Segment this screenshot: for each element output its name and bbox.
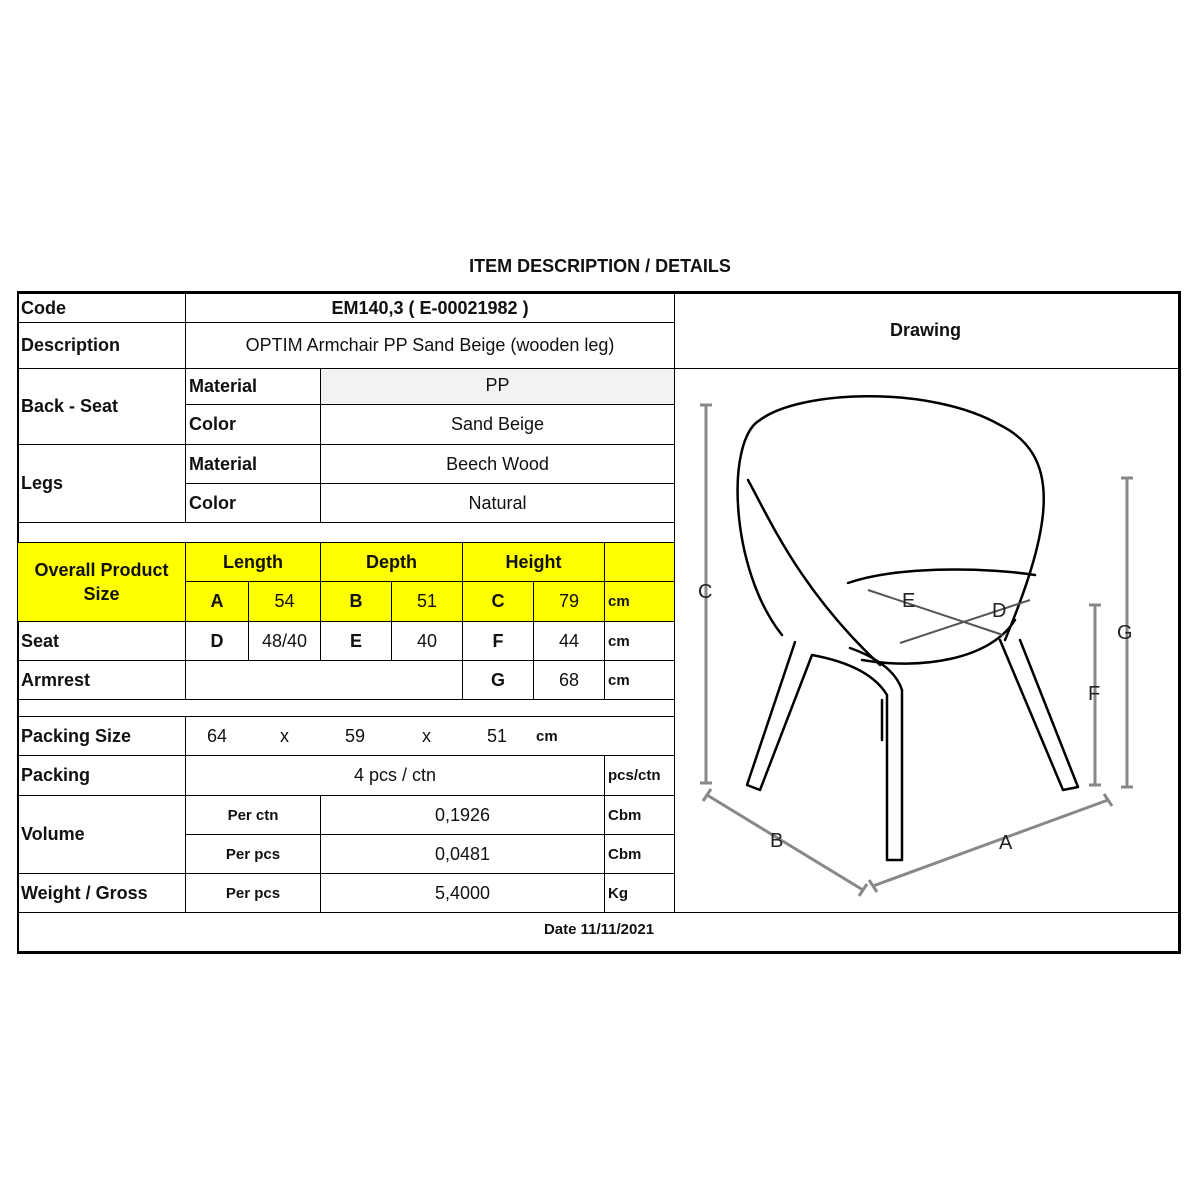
date-label: Date 11/11/2021 — [543, 921, 655, 938]
drawing-label-c: C — [698, 581, 713, 603]
packing-size-height: 51 — [487, 726, 508, 746]
chair-leg-front-left — [747, 642, 902, 860]
dim-c-value: 79 — [533, 581, 605, 622]
overall-unit: cm — [604, 581, 675, 622]
packing-label: Packing — [17, 755, 186, 796]
packing-value: 4 pcs / ctn — [185, 755, 605, 796]
dim-d-letter: D — [185, 621, 249, 661]
volume-per-ctn-label: Per ctn — [185, 795, 321, 835]
packing-unit: pcs/ctn — [604, 755, 675, 796]
chair-seat-edge — [848, 570, 1035, 583]
dim-f-value: 44 — [533, 621, 605, 661]
dim-b-letter: B — [320, 581, 392, 622]
chair-shell-inner-line — [748, 480, 880, 665]
dim-g-letter: G — [462, 660, 534, 700]
dimension-a-line — [869, 794, 1112, 892]
legs-color-value: Natural — [320, 483, 675, 523]
packing-size-width: 59 — [345, 726, 366, 746]
dim-e-letter: E — [320, 621, 392, 661]
length-header: Length — [185, 542, 321, 582]
armrest-label: Armrest — [17, 660, 186, 700]
seat-unit: cm — [604, 621, 675, 661]
seat-label: Seat — [17, 621, 186, 661]
weight-per-pcs-label: Per pcs — [185, 873, 321, 913]
dim-a-letter: A — [185, 581, 249, 622]
weight-value: 5,4000 — [320, 873, 605, 913]
back-seat-label: Back - Seat — [17, 368, 186, 445]
dim-c-letter: C — [462, 581, 534, 622]
overall-size-label: Overall Product Size — [17, 542, 186, 622]
legs-material-label: Material — [185, 444, 321, 484]
drawing-label-g: G — [1117, 622, 1133, 644]
packing-size-label: Packing Size — [17, 716, 186, 756]
code-value: EM140,3 ( E-00021982 ) — [185, 293, 675, 323]
dim-e-value: 40 — [391, 621, 463, 661]
dim-b-value: 51 — [391, 581, 463, 622]
drawing-title: Drawing — [889, 320, 961, 340]
volume-per-ctn-value: 0,1926 — [320, 795, 605, 835]
packing-size-x2: x — [422, 726, 431, 746]
description-label: Description — [17, 322, 186, 369]
legs-material-value: Beech Wood — [320, 444, 675, 484]
document-title: ITEM DESCRIPTION / DETAILS — [469, 256, 731, 276]
code-label: Code — [17, 293, 186, 323]
legs-color-label: Color — [185, 483, 321, 523]
seat-dimension-e-line — [868, 590, 1003, 635]
dim-a-value: 54 — [248, 581, 321, 622]
volume-label: Volume — [17, 795, 186, 874]
dim-f-letter: F — [462, 621, 534, 661]
description-value: OPTIM Armchair PP Sand Beige (wooden leg) — [185, 322, 675, 369]
back-seat-material-value: PP — [320, 368, 675, 405]
volume-per-pcs-value: 0,0481 — [320, 834, 605, 874]
packing-size-x1: x — [280, 726, 289, 746]
weight-label: Weight / Gross — [17, 873, 186, 913]
drawing-label-f: F — [1088, 683, 1101, 705]
back-seat-color-label: Color — [185, 404, 321, 445]
dim-g-value: 68 — [533, 660, 605, 700]
packing-size-unit: cm — [536, 728, 558, 745]
back-seat-color-value: Sand Beige — [320, 404, 675, 445]
dimension-b-line — [703, 789, 867, 896]
weight-unit: Kg — [604, 873, 675, 913]
volume-per-pcs-unit: Cbm — [604, 834, 675, 874]
legs-label: Legs — [17, 444, 186, 523]
dim-d-value: 48/40 — [248, 621, 321, 661]
volume-per-ctn-unit: Cbm — [604, 795, 675, 835]
depth-header: Depth — [320, 542, 463, 582]
volume-per-pcs-label: Per pcs — [185, 834, 321, 874]
drawing-label-d: D — [992, 600, 1007, 622]
packing-size-length: 64 — [207, 726, 228, 746]
back-seat-material-label: Material — [185, 368, 321, 405]
drawing-label-a: A — [999, 832, 1013, 854]
chair-seat-bottom — [862, 620, 1015, 664]
chair-leg-front-right — [1000, 640, 1078, 790]
armrest-unit: cm — [604, 660, 675, 700]
drawing-label-e: E — [902, 590, 916, 612]
drawing-label-b: B — [770, 830, 784, 852]
height-header: Height — [462, 542, 605, 582]
